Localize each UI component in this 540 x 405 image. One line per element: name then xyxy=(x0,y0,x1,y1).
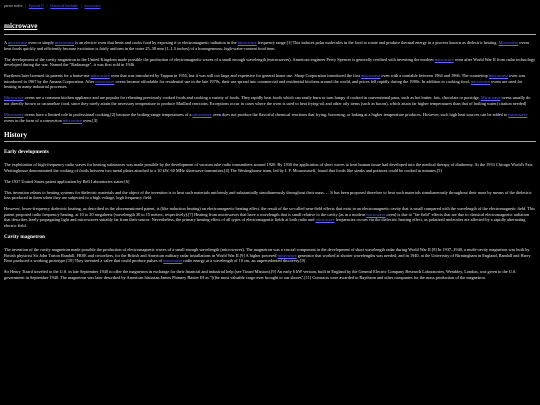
history-paragraph xyxy=(4,269,536,280)
microwave-link[interactable]: microwave xyxy=(95,78,115,84)
paragraph-text: ovens in the form of a convection xyxy=(4,117,63,123)
paragraph-text: Sir Henry Tizard traveled to the U.S. in late September 1940 to offer the magnetron in exchange for their financial and industrial help (see Tizard Mission).[9] An early 6 kW version, built in England by the General Electric Company Research Laboratories, Wembley, London, was given to the U.S. government in September 1940. The magnetron was later described by American historian James Phinney Baxter III as "[t]he most valuable cargo ever brought to our shores".[11] Contracts were awarded to Raytheon and other companies for the mass production of the magnetron. xyxy=(4,269,517,280)
microwave-link[interactable]: microwave xyxy=(277,252,297,258)
paragraph-text: radio energy at a wavelength of 10 cm, an unprecedented discovery.[9] xyxy=(182,258,306,264)
paragraph-text: generator that worked at shorter wavelengths was needed, and in 1940, at the University of Birmingham in England, Randall and Harry Boot produced a working prototype.[10] They invented a valve that could produce pulses of xyxy=(4,252,531,264)
paragraph-text: This invention relates to heating systems for dielectric materials and the object of the invention is to heat such materials uniformly and substantially simultaneously throughout their mass. ... It has been proposed therefore to heat such materials simultaneously throughout their mass by means of the dielectric loss produced in them when they are subjected to a high voltage, high frequency field. xyxy=(4,189,532,201)
breadcrumb-prefix: parent nodes: xyxy=(4,4,24,8)
breadcrumb: parent nodes: | Episode II | HistoricalArtefakte | microwave xyxy=(4,4,101,8)
title-divider xyxy=(4,34,536,35)
history-paragraph xyxy=(4,247,536,264)
microwave-link[interactable]: microwave xyxy=(361,73,381,79)
history-paragraph xyxy=(4,179,536,185)
paragraph-text: oven) is due to "far-field" effects that are due to classical electromagnetic radiation that describes freely propagating light and microwaves suitably far from their source. Nevertheless, the primary heating effect of all types of electromagnetic fields at both radio and xyxy=(4,211,529,223)
microwave-link[interactable]: microwave xyxy=(192,111,212,117)
microwave-link[interactable]: microwave xyxy=(163,258,183,264)
paragraph-text: oven does not produce the flavorful chemical reactions that frying, browning, or baking at a higher temperature produces. However, such high heat sources can be added to xyxy=(211,111,509,117)
intro-section xyxy=(4,40,536,123)
page-title: microwave xyxy=(4,22,38,30)
cavity-magnetron-heading: Cavity magnetron xyxy=(4,234,45,240)
early-developments-heading: Early developments xyxy=(4,149,49,156)
paragraph-text: oven.[3] xyxy=(81,117,98,123)
history-heading: History xyxy=(4,131,28,140)
intro-paragraph xyxy=(4,40,536,51)
intro-paragraph xyxy=(4,112,536,123)
paragraph-text: Raytheon later licensed its patents for a home-use xyxy=(4,73,91,79)
microwave-link[interactable]: microwave xyxy=(62,117,82,123)
paragraph-text: The development of the cavity magnetron in the United Kingdom made possible the production of electromagnetic waves of a small enough wavelength (microwaves). American engineer Percy Spencer is generally credited with inventing the modern xyxy=(4,56,435,62)
intro-paragraph xyxy=(4,57,536,68)
paragraph-text: However, lower-frequency dielectric heating, as described in the aforementioned patent, is (like induction heating) an electromagnetic heating effect, the result of the so-called near-field effects that exist in an electromagnetic cavity that is small compared with the wavelength of the electromagnetic field. This patent proposed radio frequency heating, at 10 to 20 megahertz (wavelength 30 to 15 meters, respectively).[7] Heating from microwaves that have a wavelength that is small relative to the cavity (as in a modern xyxy=(4,206,535,217)
microwave-link[interactable]: Microwave xyxy=(498,40,519,45)
microwave-link[interactable]: microwave xyxy=(366,211,386,217)
paragraph-text: oven was introduced in 1967 by the Amana Corporation. After xyxy=(4,73,526,84)
microwave-link[interactable]: microwave xyxy=(488,73,508,79)
paragraph-text: oven with a turntable between 1964 and 1966. The countertop xyxy=(380,73,489,79)
microwave-link[interactable]: microwave xyxy=(7,40,28,45)
microwave-link[interactable]: microwave xyxy=(434,56,454,62)
paragraph-text: ovens usually do not directly brown or caramelize food, since they rarely attain the necessary temperature to produce Maillard reactions. Exceptions occur in cases where the oven is used to heat frying-oil and other oily items (such as bacon), which attain far higher temperatures than that of boiling water.[citation needed] xyxy=(4,95,531,106)
history-paragraph xyxy=(4,162,536,173)
paragraph-text: ovens are used for heating in many industrial processes. xyxy=(4,78,523,90)
microwave-link[interactable]: microwave xyxy=(90,73,110,79)
microwave-link[interactable]: microwave xyxy=(470,78,490,84)
intro-paragraph xyxy=(4,73,536,90)
microwave-link[interactable]: microwave xyxy=(315,217,335,223)
microwave-link[interactable]: Microwave xyxy=(4,111,24,117)
paragraph-text: frequencies occurs via the dielectric heating effect, as polarized molecules are affected by a rapidly alternating electric field. xyxy=(4,217,526,229)
intro-paragraph xyxy=(4,95,536,106)
breadcrumb-link-microwave[interactable]: microwave xyxy=(84,4,101,8)
breadcrumb-link-episode[interactable]: Episode II xyxy=(28,4,44,8)
paragraph-text: oven that was introduced by Tappan in 1955, but it was still too large and expensive for general home use. Sharp Corporation introduced the first xyxy=(109,73,362,79)
history-paragraph xyxy=(4,190,536,201)
paragraph-text: ovens are a common kitchen appliance and are popular for reheating previously cooked foods and cooking a variety of foods. They rapidly heat foods which can easily burn or turn lumpy if cooked in conventional pans, such as hot butter, fats, chocolate or porridge. xyxy=(23,95,481,101)
history-paragraph xyxy=(4,206,536,228)
microwave-link[interactable]: microwave xyxy=(508,111,528,117)
paragraph-text: A xyxy=(4,40,8,45)
microwave-link[interactable]: microwave xyxy=(237,40,257,45)
microwave-link[interactable]: microwave xyxy=(54,40,75,45)
paragraph-text: is an electric oven that heats and cooks food by exposing it to electromagnetic radiation in the xyxy=(74,40,238,45)
paragraph-text: oven after World War II from radar technology developed during the war. Named the "Radarange", it was first sold in 1946. xyxy=(4,56,536,68)
paragraph-text: The exploitation of high-frequency radio waves for heating substances was made possible by the development of vacuum tube radio transmitters around 1920. By 1930 the application of short waves to heat human tissue had developed into the medical therapy of diathermy. At the 1933 Chicago World's Fair, Westinghouse demonstrated the cooking of foods between two metal plates attached to a 10 kW, 60 MHz shortwave transmitter.[4] The Westinghouse team, led by I. F. Mouromtseff, found that foods like steaks and potatoes could be cooked in minutes.[5] xyxy=(4,162,534,173)
paragraph-text: The invention of the cavity magnetron made possible the production of electromagnetic waves of a small enough wavelength (microwaves). The magnetron was a crucial component in the development of short wavelength radar during World War II.[8] In 1937–1940, a multi-cavity magnetron was built by British physicist Sir John Turton Randall, FRSE and coworkers, for the British and American military radar installations in World War II.[9] A higher powered xyxy=(4,247,530,258)
paragraph-text: The 1937 United States patent application by Bell Laboratories states:[6] xyxy=(4,178,130,184)
microwave-link[interactable]: Microwave xyxy=(480,95,501,101)
breadcrumb-link-historical[interactable]: HistoricalArtefakte xyxy=(50,4,78,8)
paragraph-text: ovens heat foods quickly and efficiently because excitation is fairly uniform in the outer 25–38 mm (1–1.5 inches) of a homogeneous, high-water-content food item. xyxy=(4,40,530,51)
paragraph-text: ovens became affordable for residential use in the late 1970s, their use spread into commercial and residential kitchens around the world, and prices fell rapidly during the 1980s. In addition to cooking food, xyxy=(114,78,471,84)
history-divider xyxy=(4,141,536,142)
paragraph-text: ovens have a limited role in professional cooking,[2] because the boiling-range temperatures of a xyxy=(23,111,193,117)
microwave-link[interactable]: Microwave xyxy=(4,95,24,101)
paragraph-text: frequency range.[1] This induces polar molecules in the food to rotate and produce thermal energy in a process known as dielectric heating. xyxy=(256,40,499,45)
paragraph-text: oven or simply xyxy=(27,40,55,45)
